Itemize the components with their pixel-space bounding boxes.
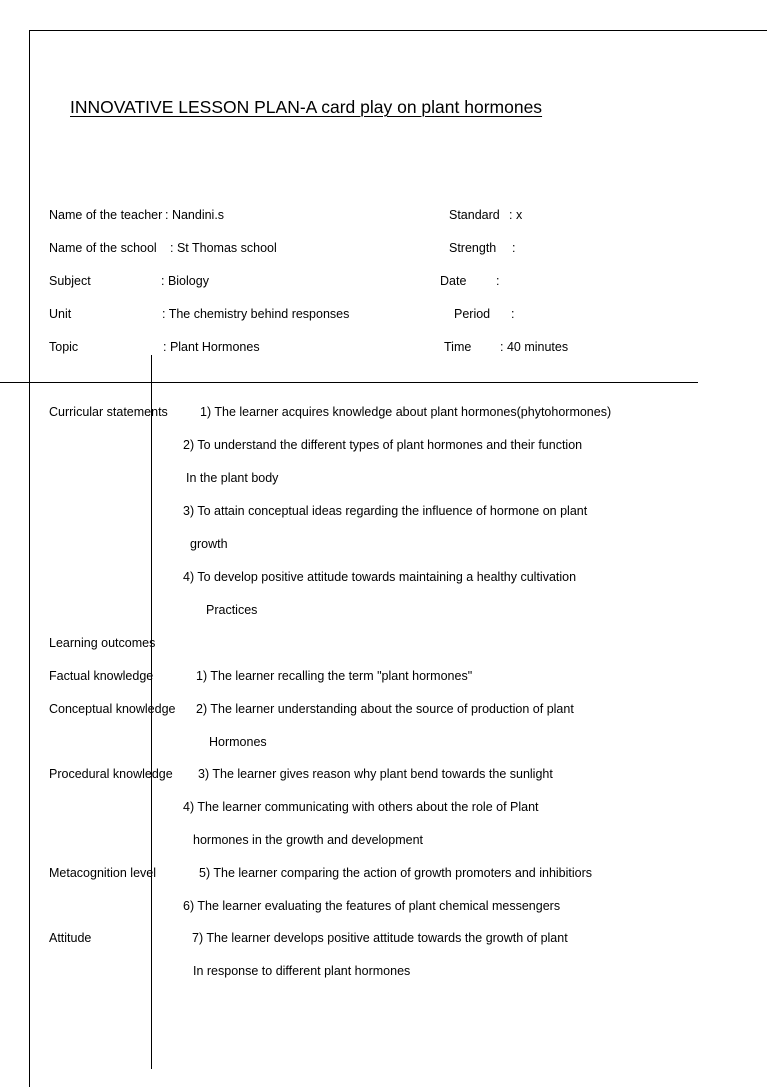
- curricular-line: Practices: [206, 603, 258, 617]
- topic-label: Topic: [49, 340, 79, 354]
- curricular-line: 1) The learner acquires knowledge about plant hormones(phytohormones): [200, 405, 612, 419]
- learning-outcomes-heading: Learning outcomes: [49, 636, 156, 650]
- horizontal-divider: [0, 382, 698, 383]
- date-label: Date: [440, 274, 467, 288]
- time-label: Time: [444, 340, 472, 354]
- time-value: : 40 minutes: [500, 340, 569, 354]
- metacognition-text: 5) The learner comparing the action of growth promoters and inhibitiors: [199, 866, 593, 880]
- procedural-text: 3) The learner gives reason why plant bend towards the sunlight: [198, 767, 553, 781]
- subject-value: : Biology: [161, 274, 209, 288]
- factual-text: 1) The learner recalling the term "plant hormones": [196, 669, 473, 683]
- attitude-text: 7) The learner develops positive attitude towards the growth of plant: [192, 931, 568, 945]
- metacognition-text: 6) The learner evaluating the features of plant chemical messengers: [183, 899, 561, 913]
- school-name-label: Name of the school: [49, 241, 157, 255]
- strength-label: Strength: [449, 241, 497, 255]
- curricular-line: 2) To understand the different types of plant hormones and their function: [183, 438, 583, 452]
- page-border: [29, 30, 767, 1087]
- factual-label: Factual knowledge: [49, 669, 154, 683]
- metacognition-label: Metacognition level: [49, 866, 157, 880]
- page-title: INNOVATIVE LESSON PLAN-A card play on plant hormones: [70, 97, 543, 117]
- curricular-line: growth: [190, 537, 228, 551]
- school-name-value: : St Thomas school: [170, 241, 277, 255]
- topic-value: : Plant Hormones: [163, 340, 260, 354]
- period-label: Period: [454, 307, 491, 321]
- procedural-text: 4) The learner communicating with others about the role of Plant: [183, 800, 539, 814]
- conceptual-label: Conceptual knowledge: [49, 702, 176, 716]
- teacher-name-label: Name of the teacher: [49, 208, 163, 222]
- procedural-text: hormones in the growth and development: [193, 833, 424, 847]
- conceptual-text: Hormones: [209, 735, 267, 749]
- standard-label: Standard: [449, 208, 500, 222]
- attitude-label: Attitude: [49, 931, 92, 945]
- conceptual-text: 2) The learner understanding about the source of production of plant: [196, 702, 574, 716]
- period-value: :: [511, 307, 515, 321]
- attitude-text: In response to different plant hormones: [193, 964, 411, 978]
- procedural-label: Procedural knowledge: [49, 767, 173, 781]
- curricular-line: 4) To develop positive attitude towards maintaining a healthy cultivation: [183, 570, 577, 584]
- unit-value: : The chemistry behind responses: [162, 307, 350, 321]
- standard-value: : x: [509, 208, 523, 222]
- teacher-name-value: : Nandini.s: [165, 208, 225, 222]
- curricular-line: In the plant body: [186, 471, 279, 485]
- subject-label: Subject: [49, 274, 91, 288]
- curricular-label: Curricular statements: [49, 405, 168, 419]
- strength-value: :: [512, 241, 516, 255]
- unit-label: Unit: [49, 307, 72, 321]
- date-value: :: [496, 274, 500, 288]
- curricular-line: 3) To attain conceptual ideas regarding the influence of hormone on plant: [183, 504, 588, 518]
